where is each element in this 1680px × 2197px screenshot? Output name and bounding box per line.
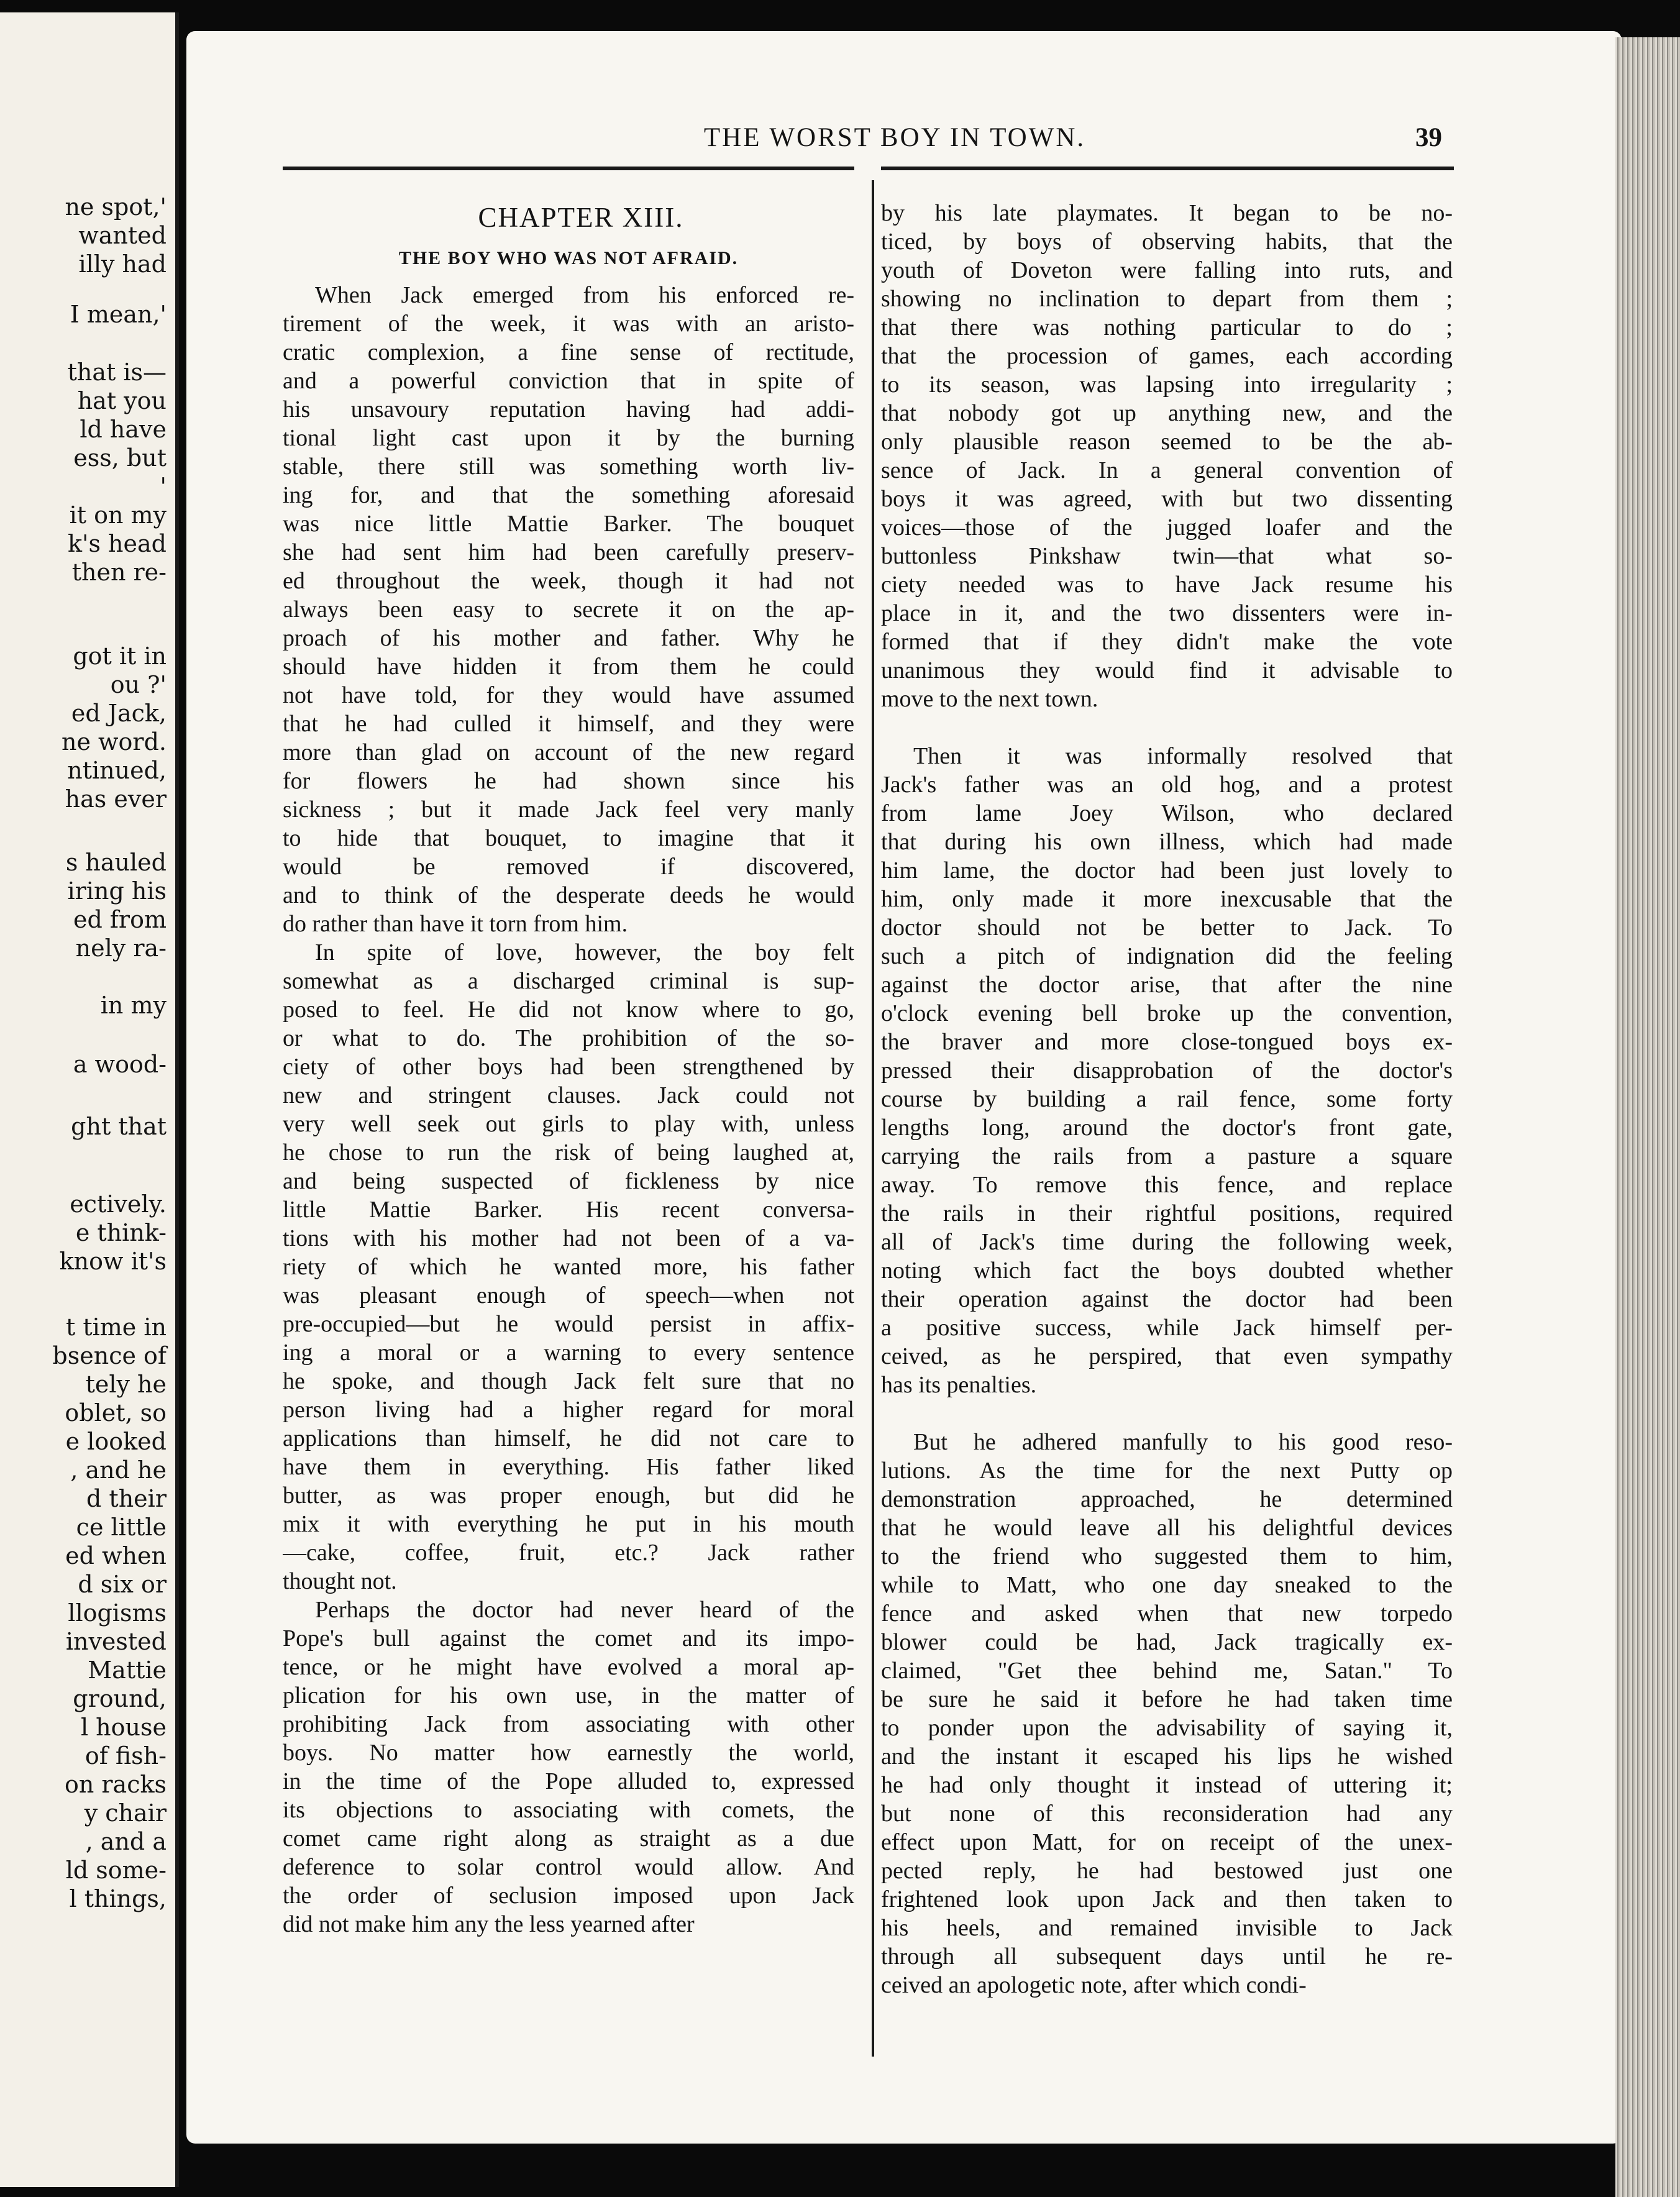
text-line: stable, there still was something worth liv-	[283, 454, 854, 480]
text-line: or what to do. The prohibition of the so-	[283, 1025, 854, 1051]
text-line: sence of Jack. In a general convention of	[881, 457, 1453, 483]
text-line: carrying the rails from a pasture a square	[881, 1143, 1453, 1169]
text-line: she had sent him had been carefully preserv-	[283, 539, 854, 565]
text-line: was pleasant enough of speech—when not	[283, 1282, 854, 1309]
text-line: their operation against the doctor had been	[881, 1286, 1453, 1312]
previous-page-line: a wood-	[73, 1051, 167, 1078]
previous-page-line: of fish-	[84, 1742, 167, 1770]
text-line: Jack's father was an old hog, and a protest	[881, 772, 1453, 798]
paragraph-gap	[881, 1399, 1453, 1428]
text-line: posed to feel. He did not know where to go,	[283, 997, 854, 1023]
previous-page-line: ess, but	[73, 444, 167, 472]
text-line: not have told, for they would have assumed	[283, 682, 854, 708]
previous-page-line: has ever	[65, 785, 167, 813]
text-line: proach of his mother and father. Why he	[283, 625, 854, 651]
text-line: for flowers he had shown since his	[283, 768, 854, 794]
text-line: that the procession of games, each according	[881, 343, 1453, 369]
text-line: deference to solar control would allow. And	[283, 1854, 854, 1880]
previous-page-line: iring his	[67, 877, 167, 905]
header-rule-right	[881, 167, 1454, 170]
text-line: that nobody got up anything new, and the	[881, 400, 1453, 426]
previous-page-line: s hauled	[65, 849, 167, 876]
left-column	[283, 199, 854, 1939]
text-line: plication for his own use, in the matter of	[283, 1683, 854, 1709]
previous-page-line: y chair	[84, 1799, 167, 1827]
text-line: When Jack emerged from his enforced re-	[315, 282, 854, 308]
text-line: he chose to run the risk of being laughed at,	[283, 1140, 854, 1166]
text-line: little Mattie Barker. His recent conversa-	[283, 1197, 854, 1223]
text-line: lutions. As the time for the next Putty op	[881, 1458, 1453, 1484]
text-line: prohibiting Jack from associating with other	[283, 1711, 854, 1737]
text-line: was nice little Mattie Barker. The bouquet	[283, 511, 854, 537]
previous-page-line: ght that	[71, 1113, 167, 1140]
previous-page-line: ce little	[76, 1514, 167, 1541]
paragraph	[881, 199, 1453, 713]
previous-page-line: ectively.	[70, 1190, 167, 1218]
text-line: while to Matt, who one day sneaked to the	[881, 1572, 1453, 1598]
text-line: to hide that bouquet, to imagine that it	[283, 825, 854, 851]
text-line: ceived, as he perspired, that even sympathy	[881, 1343, 1453, 1369]
page-edge-stack	[1615, 37, 1680, 2197]
text-line: by his late playmates. It began to be no-	[881, 200, 1453, 226]
text-line: —cake, coffee, fruit, etc.? Jack rather	[283, 1540, 854, 1566]
text-line: that during his own illness, which had made	[881, 829, 1453, 855]
previous-page-line: , and a	[85, 1828, 167, 1855]
text-line: and the instant it escaped his lips he wished	[881, 1743, 1453, 1770]
previous-page-line: ed Jack,	[71, 700, 167, 727]
previous-page-line: in my	[100, 992, 167, 1019]
text-line: blower could be had, Jack tragically ex-	[881, 1629, 1453, 1655]
text-line: always been easy to secrete it on the ap-	[283, 596, 854, 623]
text-line: to the friend who suggested them to him,	[881, 1543, 1453, 1569]
text-line: be sure he said it before he had taken time	[881, 1686, 1453, 1712]
previous-page-line: d six or	[78, 1571, 167, 1598]
text-line: youth of Doveton were falling into ruts, and	[881, 257, 1453, 283]
text-line: the rails in their rightful positions, required	[881, 1200, 1453, 1226]
text-line: do rather than have it torn from him.	[283, 911, 628, 937]
text-line: Then it was informally resolved that	[913, 743, 1453, 769]
text-line: and being suspected of fickleness by nice	[283, 1168, 854, 1194]
previous-page-line: ne word.	[61, 728, 167, 756]
previous-page-line: '	[160, 473, 167, 500]
running-head: THE WORST BOY IN TOWN.	[703, 123, 1086, 152]
previous-page-line: k's head	[68, 530, 167, 557]
text-line: tions with his mother had not been of a va-	[283, 1225, 854, 1251]
text-line: he spoke, and though Jack felt sure that no	[283, 1368, 854, 1394]
text-line: such a pitch of indignation did the feeling	[881, 943, 1453, 969]
previous-page-line: e think-	[75, 1219, 167, 1246]
text-line: place in it, and the two dissenters were in-	[881, 600, 1453, 626]
text-line: unanimous they would find it advisable to	[881, 657, 1453, 683]
right-column	[881, 199, 1453, 1999]
text-line: tirement of the week, it was with an aristo-	[283, 311, 854, 337]
text-line: the order of seclusion imposed upon Jack	[283, 1883, 854, 1909]
text-line: in the time of the Pope alluded to, expressed	[283, 1768, 854, 1794]
text-line: new and stringent clauses. Jack could not	[283, 1082, 854, 1108]
paragraph	[283, 281, 854, 938]
previous-page-fragment	[0, 12, 179, 2187]
text-line: In spite of love, however, the boy felt	[315, 939, 854, 966]
text-line: pressed their disapprobation of the doctor's	[881, 1057, 1453, 1084]
text-line: to ponder upon the advisability of saying it,	[881, 1715, 1453, 1741]
text-line: to its season, was lapsing into irregularity ;	[881, 372, 1453, 398]
previous-page-line: invested	[65, 1628, 167, 1655]
previous-page-line: oblet, so	[65, 1399, 167, 1427]
text-line: that there was nothing particular to do ;	[881, 314, 1453, 340]
text-line: ceived an apologetic note, after which condi-	[881, 1972, 1307, 1998]
text-line: have them in everything. His father liked	[283, 1454, 854, 1480]
text-line: effect upon Matt, for on receipt of the unex-	[881, 1829, 1453, 1855]
text-line: he had only thought it instead of uttering it;	[881, 1772, 1453, 1798]
previous-page-line: Mattie	[88, 1656, 167, 1684]
paragraph	[283, 1596, 854, 1939]
text-line: his heels, and remained invisible to Jack	[881, 1915, 1453, 1941]
text-line: should have hidden it from them he could	[283, 654, 854, 680]
previous-page-line: ground,	[73, 1685, 167, 1712]
previous-page-line: ntinued,	[67, 757, 167, 784]
text-line: him, only made it more inexcusable that the	[881, 886, 1453, 912]
text-line: ing for, and that the something aforesaid	[283, 482, 854, 508]
text-line: very well seek out girls to play with, unless	[283, 1111, 854, 1137]
text-line: boys it was agreed, with but two dissenting	[881, 486, 1453, 512]
previous-page-line: wanted	[78, 222, 167, 249]
previous-page-line: l things,	[69, 1885, 167, 1912]
left-column-body	[283, 281, 854, 1939]
previous-page-line: on racks	[64, 1771, 167, 1798]
page-number: 39	[1415, 123, 1442, 152]
previous-page-line: tely he	[85, 1371, 167, 1398]
previous-page-line: that is—	[67, 359, 167, 386]
paragraph-gap	[881, 713, 1453, 742]
text-line: doctor should not be better to Jack. To	[881, 915, 1453, 941]
text-line: frightened look upon Jack and then taken to	[881, 1886, 1453, 1912]
previous-page-line: I mean,'	[70, 301, 167, 328]
text-line: that he would leave all his delightful devices	[881, 1515, 1453, 1541]
previous-page-line: ed when	[65, 1542, 167, 1569]
text-line: noting which fact the boys doubted whether	[881, 1258, 1453, 1284]
paragraph	[881, 742, 1453, 1399]
right-column-body	[881, 199, 1453, 1999]
text-line: course by building a rail fence, some forty	[881, 1086, 1453, 1112]
text-line: demonstration approached, he determined	[881, 1486, 1453, 1512]
text-line: did not make him any the less yearned after	[283, 1911, 695, 1937]
previous-page-line: ed from	[73, 906, 167, 933]
previous-page-line: know it's	[59, 1248, 167, 1275]
text-line: only plausible reason seemed to be the ab-	[881, 429, 1453, 455]
previous-page-line: d their	[86, 1485, 167, 1512]
text-line: ciety needed was to have Jack resume his	[881, 572, 1453, 598]
text-line: mix it with everything he put in his mouth	[283, 1511, 854, 1537]
text-line: butter, as was proper enough, but did he	[283, 1482, 854, 1509]
text-line: all of Jack's time during the following week,	[881, 1229, 1453, 1255]
text-line: move to the next town.	[881, 686, 1098, 712]
column-rule	[872, 180, 874, 2057]
previous-page-line: ou ?'	[110, 671, 167, 698]
text-line: but none of this reconsideration had any	[881, 1801, 1453, 1827]
chapter-subtitle: THE BOY WHO WAS NOT AFRAID.	[398, 248, 739, 268]
text-line: would be removed if discovered,	[283, 854, 854, 880]
text-line: him lame, the doctor had been just lovely to	[881, 857, 1453, 884]
text-line: and to think of the desperate deeds he would	[283, 882, 854, 908]
text-line: ed throughout the week, though it had not	[283, 568, 854, 594]
text-line: somewhat as a discharged criminal is sup-	[283, 968, 854, 994]
text-line: the braver and more close-tongued boys ex-	[881, 1029, 1453, 1055]
text-line: thought not.	[283, 1568, 397, 1594]
header-rule-left	[283, 167, 854, 170]
previous-page-line: then re-	[71, 559, 167, 586]
text-line: cratic complexion, a fine sense of rectitude,	[283, 339, 854, 365]
text-line: ciety of other boys had been strengthened by	[283, 1054, 854, 1080]
paragraph	[283, 938, 854, 1596]
text-line: boys. No matter how earnestly the world,	[283, 1740, 854, 1766]
previous-page-line: t time in	[65, 1313, 167, 1341]
text-line: from lame Joey Wilson, who declared	[881, 800, 1453, 826]
text-line: voices—those of the jugged loafer and the	[881, 514, 1453, 541]
text-line: away. To remove this fence, and replace	[881, 1172, 1453, 1198]
previous-page-line: bsence of	[52, 1342, 167, 1369]
previous-page-line: nely ra-	[75, 934, 167, 962]
text-line: Perhaps the doctor had never heard of the	[315, 1597, 854, 1623]
previous-page-line: l house	[80, 1714, 167, 1741]
text-line: has its penalties.	[881, 1372, 1037, 1398]
text-line: through all subsequent days until he re-	[881, 1944, 1453, 1970]
previous-page-line: hat you	[77, 387, 167, 414]
text-line: claimed, "Get thee behind me, Satan." To	[881, 1658, 1453, 1684]
text-line: ing a moral or a warning to every sentence	[283, 1340, 854, 1366]
text-line: lengths long, around the doctor's front gate,	[881, 1115, 1453, 1141]
paragraph	[881, 1428, 1453, 1999]
text-line: against the doctor arise, that after the nine	[881, 972, 1453, 998]
text-line: his unsavoury reputation having had addi-	[283, 396, 854, 422]
text-line: tence, or he might have evolved a moral ap-	[283, 1654, 854, 1680]
previous-page-line: , and he	[70, 1456, 167, 1484]
text-line: person living had a higher regard for moral	[283, 1397, 854, 1423]
previous-page-line: e looked	[65, 1428, 167, 1455]
text-line: tional light cast upon it by the burning	[283, 425, 854, 451]
previous-page-line: got it in	[73, 642, 167, 670]
text-line: and a powerful conviction that in spite of	[283, 368, 854, 394]
text-line: buttonless Pinkshaw twin—that what so-	[881, 543, 1453, 569]
previous-page-line: it on my	[69, 501, 167, 529]
text-line: Pope's bull against the comet and its impo-	[283, 1625, 854, 1651]
text-line: fence and asked when that new torpedo	[881, 1601, 1453, 1627]
text-line: comet came right along as straight as a due	[283, 1825, 854, 1852]
text-line: o'clock evening bell broke up the convention,	[881, 1000, 1453, 1026]
text-line: applications than himself, he did not care to	[283, 1425, 854, 1451]
previous-page-line: ld some-	[65, 1857, 167, 1884]
text-line: its objections to associating with comets, the	[283, 1797, 854, 1823]
text-line: riety of which he wanted more, his father	[283, 1254, 854, 1280]
text-line: that he had culled it himself, and they were	[283, 711, 854, 737]
text-line: But he adhered manfully to his good reso-	[913, 1429, 1453, 1455]
previous-page-line: illy had	[78, 250, 167, 278]
text-line: pre-occupied—but he would persist in affix-	[283, 1311, 854, 1337]
text-line: pected reply, he had bestowed just one	[881, 1858, 1453, 1884]
text-line: formed that if they didn't make the vote	[881, 629, 1453, 655]
text-line: a positive success, while Jack himself per-	[881, 1315, 1453, 1341]
chapter-title: CHAPTER XIII.	[478, 202, 684, 233]
text-line: sickness ; but it made Jack feel very manly	[283, 797, 854, 823]
text-line: ticed, by boys of observing habits, that the	[881, 229, 1453, 255]
text-line: more than glad on account of the new regard	[283, 739, 854, 765]
previous-page-line: ne spot,'	[65, 193, 167, 221]
previous-page-line: llogisms	[68, 1599, 167, 1627]
text-line: showing no inclination to depart from them ;	[881, 286, 1453, 312]
previous-page-line: ld have	[80, 416, 167, 443]
